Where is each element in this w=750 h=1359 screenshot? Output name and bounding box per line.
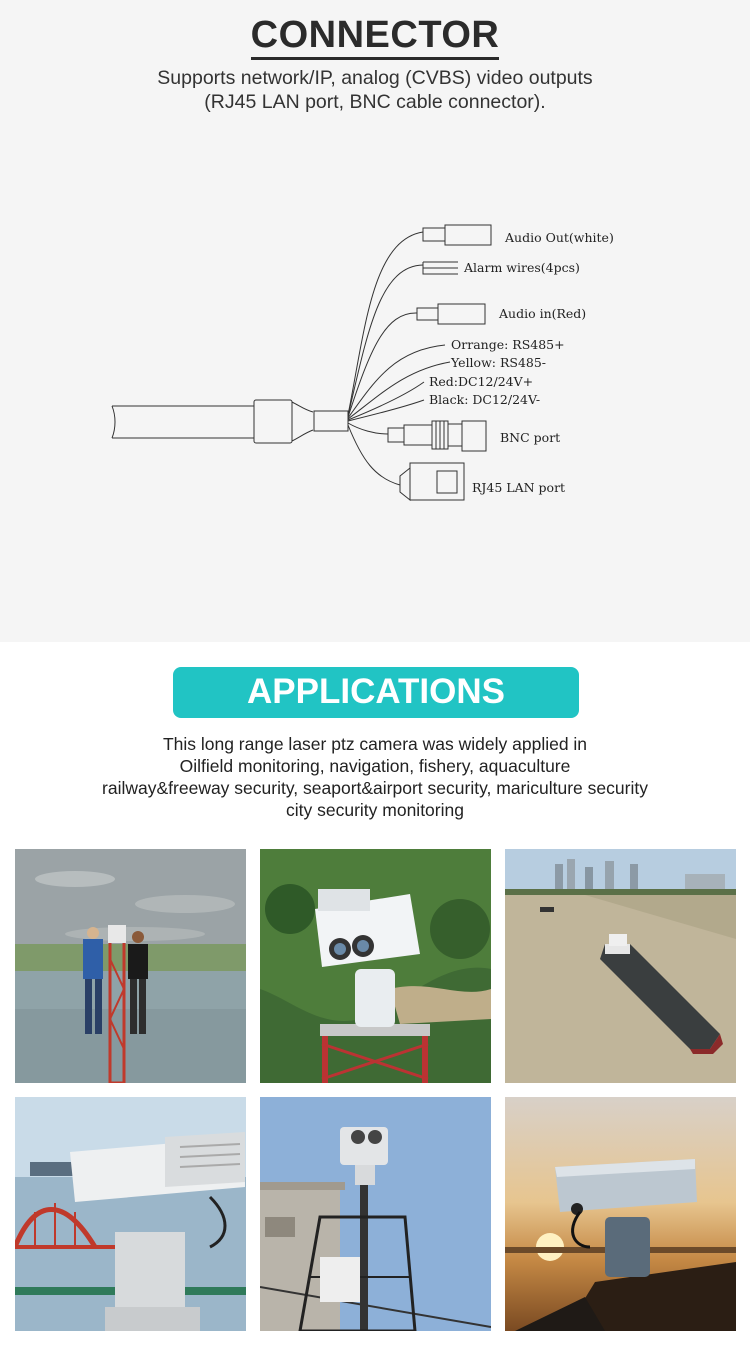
label-rj45-port: RJ45 LAN port (472, 480, 566, 495)
label-alarm-wires: Alarm wires(4pcs) (464, 260, 580, 275)
label-dc-plus: Red:DC12/24V+ (429, 374, 534, 389)
photo-ship-river (505, 849, 736, 1083)
applications-description-line-4: city security monitoring (286, 800, 464, 820)
connector-description-line-1: Supports network/IP, analog (CVBS) video outputs (157, 67, 593, 89)
photo-camera-pole (260, 1097, 491, 1331)
connector-description (0, 66, 750, 114)
label-bnc-port: BNC port (500, 430, 561, 445)
photo-camera-sunset (505, 1097, 736, 1331)
photo-camera-bridge (15, 1097, 246, 1331)
applications-description-line-1: This long range laser ptz camera was widely applied in (162, 734, 588, 754)
connector-title: CONNECTOR (0, 14, 750, 57)
photo-camera-hillside (260, 849, 491, 1083)
applications-title: APPLICATIONS (247, 672, 505, 711)
connector-description-line-2: (RJ45 LAN port, BNC cable connector). (204, 91, 546, 113)
label-dc-minus: Black: DC12/24V- (429, 392, 541, 407)
label-rs485-plus: Orrange: RS485+ (451, 337, 565, 352)
label-audio-in: Audio in(Red) (499, 306, 587, 321)
connector-wiring-diagram (0, 200, 750, 530)
label-rs485-minus: Yellow: RS485- (451, 355, 547, 370)
applications-description (0, 733, 750, 821)
label-audio-out: Audio Out(white) (505, 230, 614, 245)
photo-oilfield-tower (15, 849, 246, 1083)
applications-description-line-3: railway&freeway security, seaport&airport security, mariculture security (102, 778, 648, 798)
applications-description-line-2: Oilfield monitoring, navigation, fishery, aquaculture (179, 756, 571, 776)
